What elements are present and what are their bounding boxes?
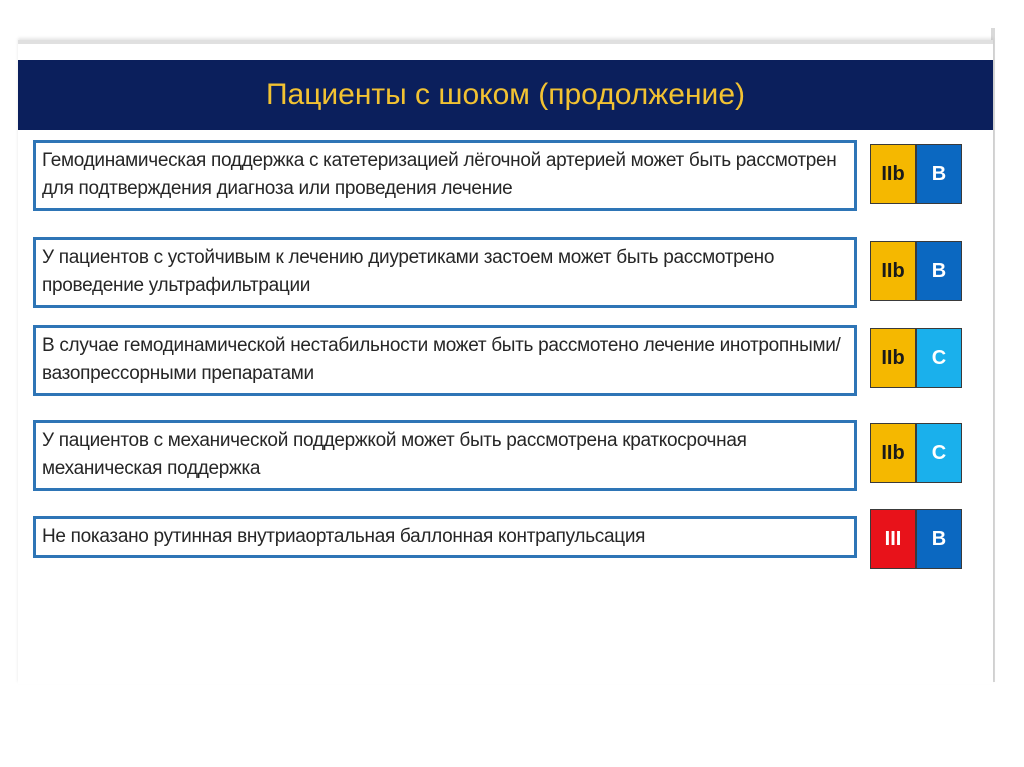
class-label: IIb bbox=[881, 162, 905, 185]
class-badge bbox=[870, 328, 916, 388]
slide bbox=[18, 40, 993, 684]
level-badge bbox=[916, 423, 962, 483]
class-badge bbox=[870, 241, 916, 301]
recommendation-text: Гемодинамическая поддержка с катетеризацией лёгочной артерией может быть рассмотрен для подтверждения диагноза или проведения лечение bbox=[42, 150, 837, 199]
recommendation-box bbox=[33, 325, 857, 396]
level-label: B bbox=[931, 162, 947, 185]
class-label: IIb bbox=[881, 441, 905, 464]
recommendation-box bbox=[33, 237, 857, 308]
level-label: B bbox=[931, 259, 947, 282]
recommendation-box bbox=[33, 140, 857, 211]
recommendation-text: Не показано рутинная внутриаортальная баллонная контрапульсация bbox=[42, 526, 646, 547]
recommendation-box bbox=[33, 420, 857, 491]
level-label: C bbox=[931, 346, 947, 369]
recommendation-badges bbox=[870, 328, 962, 388]
title-bar bbox=[18, 60, 993, 130]
class-badge bbox=[870, 509, 916, 569]
recommendation-badges bbox=[870, 509, 962, 569]
slide-title: Пациенты с шоком (продолжение) bbox=[265, 78, 745, 111]
recommendation-text: У пациентов с механической поддержкой может быть рассмотрена краткосрочная механическая поддержка bbox=[42, 430, 747, 479]
recommendation-badges bbox=[870, 144, 962, 204]
level-badge bbox=[916, 509, 962, 569]
class-label: IIb bbox=[881, 259, 905, 282]
class-badge bbox=[870, 423, 916, 483]
level-badge bbox=[916, 241, 962, 301]
recommendation-text: В случае гемодинамической нестабильности может быть рассмотено лечение инотропными/вазопрессорными препаратами bbox=[42, 335, 841, 384]
recommendation-text: У пациентов с устойчивым к лечению диуретиками застоем может быть рассмотрено проведение ультрафильтрации bbox=[42, 247, 775, 296]
level-label: B bbox=[931, 527, 947, 550]
recommendation-box bbox=[33, 516, 857, 558]
level-badge bbox=[916, 328, 962, 388]
class-label: IIb bbox=[881, 346, 905, 369]
level-badge bbox=[916, 144, 962, 204]
recommendation-badges bbox=[870, 241, 962, 301]
recommendation-badges bbox=[870, 423, 962, 483]
class-badge bbox=[870, 144, 916, 204]
class-label: III bbox=[884, 527, 902, 550]
level-label: C bbox=[931, 441, 947, 464]
